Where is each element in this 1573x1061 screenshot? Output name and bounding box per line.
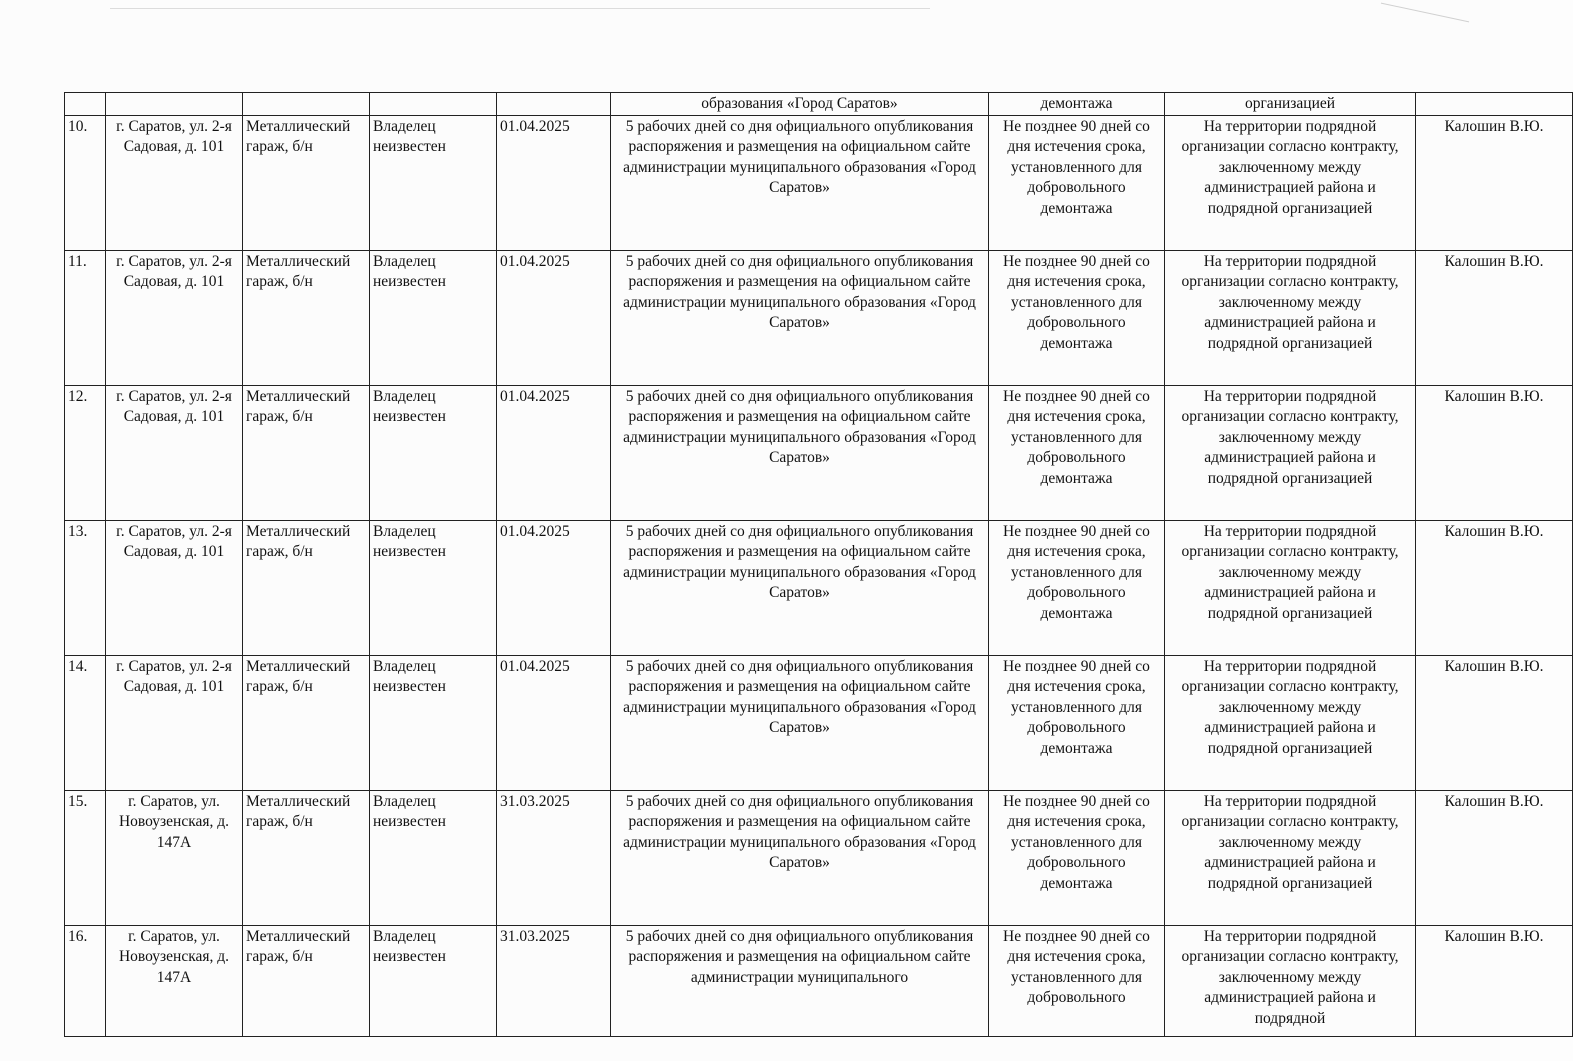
table-body (65, 93, 1573, 1037)
cell-publication-term: 5 рабочих дней со дня официального опубликования распоряжения и размещения на официальном сайте администрации муниципального образования «Город Саратов» (611, 385, 989, 520)
cell-publication-term: 5 рабочих дней со дня официального опубликования распоряжения и размещения на официальном сайте администрации муниципального (611, 925, 989, 1036)
cell-responsible (1416, 93, 1573, 116)
cell-responsible: Калошин В.Ю. (1416, 655, 1573, 790)
cell-owner: Владелец неизвестен (370, 925, 497, 1036)
cell-responsible: Калошин В.Ю. (1416, 790, 1573, 925)
cell-publication-term: 5 рабочих дней со дня официального опубликования распоряжения и размещения на официальном сайте администрации муниципального образования «Город Саратов» (611, 115, 989, 250)
cell-publication-term: 5 рабочих дней со дня официального опубликования распоряжения и размещения на официальном сайте администрации муниципального образования «Город Саратов» (611, 250, 989, 385)
cell-date (497, 93, 611, 116)
cell-responsible: Калошин В.Ю. (1416, 385, 1573, 520)
cell-publication-term: образования «Город Саратов» (611, 93, 989, 116)
cell-number (65, 93, 106, 116)
cell-owner: Владелец неизвестен (370, 790, 497, 925)
cell-address: г. Саратов, ул. 2-я Садовая, д. 101 (106, 385, 243, 520)
cell-number: 14. (65, 655, 106, 790)
cell-storage-place: На территории подрядной организации согласно контракту, заключенному между администрацией района и подрядной организацией (1165, 250, 1416, 385)
table-row (65, 115, 1573, 250)
cell-object-type: Металлический гараж, б/н (243, 520, 370, 655)
cell-object-type: Металлический гараж, б/н (243, 925, 370, 1036)
cell-demolition-term: Не позднее 90 дней со дня истечения срока, установленного для добровольного демонтажа (989, 655, 1165, 790)
table-row (65, 250, 1573, 385)
cell-demolition-term: Не позднее 90 дней со дня истечения срока, установленного для добровольного (989, 925, 1165, 1036)
cell-responsible: Калошин В.Ю. (1416, 925, 1573, 1036)
cell-demolition-term: Не позднее 90 дней со дня истечения срока, установленного для добровольного демонтажа (989, 790, 1165, 925)
cell-object-type: Металлический гараж, б/н (243, 655, 370, 790)
cell-responsible: Калошин В.Ю. (1416, 520, 1573, 655)
table-row (65, 655, 1573, 790)
cell-publication-term: 5 рабочих дней со дня официального опубликования распоряжения и размещения на официальном сайте администрации муниципального образования «Город Саратов» (611, 655, 989, 790)
cell-demolition-term: Не позднее 90 дней со дня истечения срока, установленного для добровольного демонтажа (989, 250, 1165, 385)
cell-demolition-term: Не позднее 90 дней со дня истечения срока, установленного для добровольного демонтажа (989, 115, 1165, 250)
cell-number: 13. (65, 520, 106, 655)
cell-object-type (243, 93, 370, 116)
cell-date: 01.04.2025 (497, 655, 611, 790)
cell-storage-place: На территории подрядной организации согласно контракту, заключенному между администрацией района и подрядной организацией (1165, 520, 1416, 655)
cell-owner: Владелец неизвестен (370, 115, 497, 250)
cell-number: 10. (65, 115, 106, 250)
cell-address: г. Саратов, ул. 2-я Садовая, д. 101 (106, 115, 243, 250)
cell-storage-place: На территории подрядной организации согласно контракту, заключенному между администрацией района и подрядной организацией (1165, 790, 1416, 925)
cell-publication-term: 5 рабочих дней со дня официального опубликования распоряжения и размещения на официальном сайте администрации муниципального образования «Город Саратов» (611, 790, 989, 925)
cell-number: 16. (65, 925, 106, 1036)
table-row (65, 925, 1573, 1036)
cell-number: 15. (65, 790, 106, 925)
table-row (65, 790, 1573, 925)
cell-object-type: Металлический гараж, б/н (243, 115, 370, 250)
cell-publication-term: 5 рабочих дней со дня официального опубликования распоряжения и размещения на официальном сайте администрации муниципального образования «Город Саратов» (611, 520, 989, 655)
cell-number: 12. (65, 385, 106, 520)
cell-object-type: Металлический гараж, б/н (243, 790, 370, 925)
cell-object-type: Металлический гараж, б/н (243, 385, 370, 520)
cell-demolition-term: демонтажа (989, 93, 1165, 116)
scan-artifact-line (1381, 3, 1469, 23)
cell-owner: Владелец неизвестен (370, 520, 497, 655)
cell-owner: Владелец неизвестен (370, 250, 497, 385)
table-row-continued (65, 93, 1573, 116)
cell-date: 31.03.2025 (497, 925, 611, 1036)
garage-demolition-table (64, 92, 1573, 1037)
table-row (65, 520, 1573, 655)
cell-demolition-term: Не позднее 90 дней со дня истечения срока, установленного для добровольного демонтажа (989, 520, 1165, 655)
cell-owner: Владелец неизвестен (370, 655, 497, 790)
cell-responsible: Калошин В.Ю. (1416, 115, 1573, 250)
cell-owner: Владелец неизвестен (370, 385, 497, 520)
cell-address: г. Саратов, ул. 2-я Садовая, д. 101 (106, 655, 243, 790)
cell-object-type: Металлический гараж, б/н (243, 250, 370, 385)
cell-date: 31.03.2025 (497, 790, 611, 925)
cell-address: г. Саратов, ул. Новоузенская, д. 147А (106, 925, 243, 1036)
cell-storage-place: организацией (1165, 93, 1416, 116)
cell-storage-place: На территории подрядной организации согласно контракту, заключенному между администрацией района и подрядной (1165, 925, 1416, 1036)
cell-address: г. Саратов, ул. Новоузенская, д. 147А (106, 790, 243, 925)
cell-date: 01.04.2025 (497, 520, 611, 655)
cell-owner (370, 93, 497, 116)
table-row (65, 385, 1573, 520)
cell-address: г. Саратов, ул. 2-я Садовая, д. 101 (106, 250, 243, 385)
cell-responsible: Калошин В.Ю. (1416, 250, 1573, 385)
cell-date: 01.04.2025 (497, 115, 611, 250)
scan-artifact-line (110, 8, 930, 9)
cell-address: г. Саратов, ул. 2-я Садовая, д. 101 (106, 520, 243, 655)
cell-storage-place: На территории подрядной организации согласно контракту, заключенному между администрацией района и подрядной организацией (1165, 655, 1416, 790)
cell-storage-place: На территории подрядной организации согласно контракту, заключенному между администрацией района и подрядной организацией (1165, 385, 1416, 520)
cell-date: 01.04.2025 (497, 250, 611, 385)
cell-number: 11. (65, 250, 106, 385)
cell-address (106, 93, 243, 116)
cell-date: 01.04.2025 (497, 385, 611, 520)
cell-storage-place: На территории подрядной организации согласно контракту, заключенному между администрацией района и подрядной организацией (1165, 115, 1416, 250)
cell-demolition-term: Не позднее 90 дней со дня истечения срока, установленного для добровольного демонтажа (989, 385, 1165, 520)
